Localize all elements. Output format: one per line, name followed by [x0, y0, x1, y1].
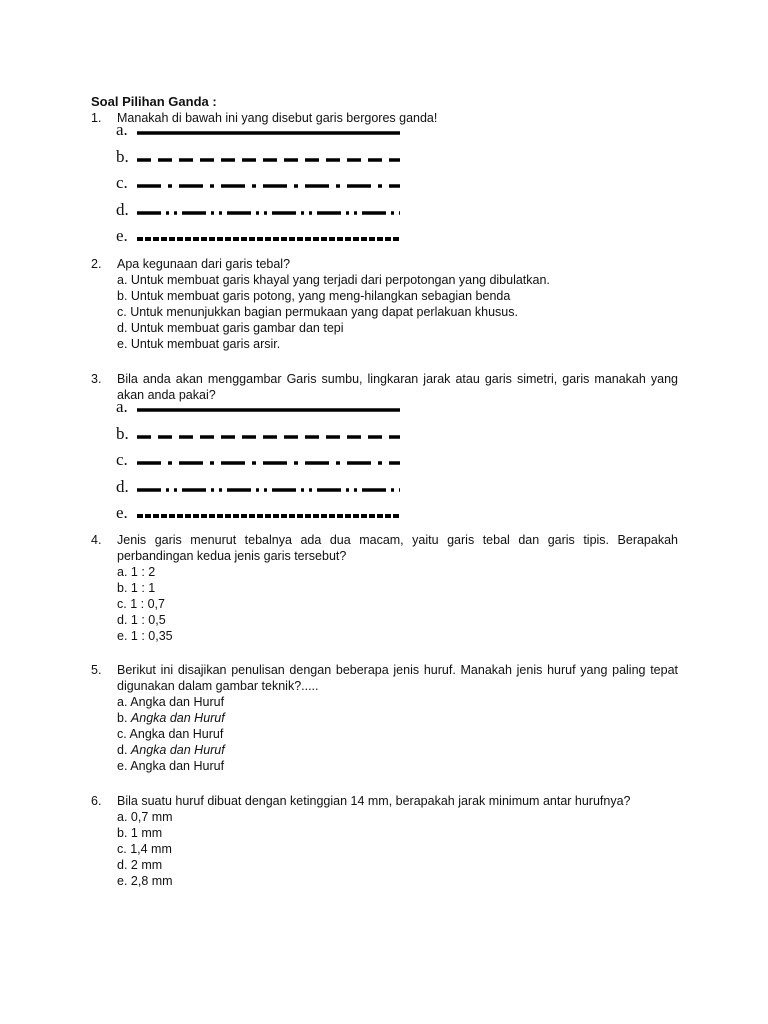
- worksheet-title: Soal Pilihan Ganda :: [91, 94, 217, 109]
- option-letter: c.: [117, 727, 127, 741]
- question-text: Jenis garis menurut tebalnya ada dua macam, yaitu garis tebal dan garis tipis. Berapakah perbandingan kedua jenis garis tersebut?: [117, 533, 678, 563]
- answer-option-d: d. Untuk membuat garis gambar dan tepi: [117, 321, 344, 335]
- answer-option-a: [117, 694, 678, 710]
- question-6: [91, 793, 678, 889]
- line-options-q3: [116, 396, 406, 529]
- option-text: Angka dan Huruf: [129, 727, 224, 741]
- dash-double-dot-line-icon: [136, 476, 402, 502]
- answer-option-e: e. 1 : 0,35: [117, 629, 173, 643]
- answer-option-c: c. 1 : 0,7: [117, 597, 165, 611]
- option-label: e.: [116, 503, 128, 522]
- option-label: c.: [116, 173, 128, 192]
- answer-option-c: c. 1,4 mm: [117, 842, 172, 856]
- line-option-b: [116, 423, 406, 450]
- dash-dot-line-icon: [136, 172, 402, 198]
- option-letter: d.: [117, 743, 128, 757]
- option-text: Angka dan Huruf: [130, 759, 225, 773]
- line-option-a: [116, 119, 406, 146]
- option-label: b.: [116, 146, 129, 166]
- question-number: 5.: [91, 663, 102, 677]
- dashed-line-icon: [136, 146, 402, 172]
- question-number: 2.: [91, 257, 102, 271]
- line-option-e: [116, 225, 406, 252]
- solid-thick-line-icon: [136, 396, 402, 422]
- answer-option-e: [117, 758, 678, 774]
- option-label: a.: [116, 120, 128, 139]
- option-letter: e.: [117, 759, 128, 773]
- question-4: [91, 532, 678, 644]
- answer-option-c: [117, 726, 678, 742]
- option-text: Angka dan Huruf: [130, 695, 225, 709]
- line-options-q1: [116, 119, 406, 252]
- solid-thick-line-icon: [136, 119, 402, 145]
- answer-option-d: d. 1 : 0,5: [117, 613, 166, 627]
- question-2: [91, 256, 678, 352]
- question-text: Apa kegunaan dari garis tebal?: [117, 257, 291, 271]
- line-option-e: [116, 502, 406, 529]
- dash-double-dot-line-icon: [136, 199, 402, 225]
- line-option-d: [116, 476, 406, 503]
- question-5: [91, 662, 678, 774]
- question-number: 3.: [91, 372, 102, 386]
- option-label: a.: [116, 397, 128, 416]
- answer-option-e: e. Untuk membuat garis arsir.: [117, 337, 281, 351]
- option-letter: a.: [117, 695, 128, 709]
- line-option-c: [116, 449, 406, 476]
- option-text-italic: Angka dan Huruf: [130, 711, 225, 725]
- dotted-line-icon: [136, 502, 402, 528]
- question-text: Berikut ini disajikan penulisan dengan beberapa jenis huruf. Manakah jenis huruf yang paling tepat digunakan dalam gambar teknik?.....: [117, 663, 678, 693]
- option-label: d.: [116, 476, 129, 496]
- answer-option-b: b. 1 mm: [117, 826, 163, 840]
- option-text-italic: Angka dan Huruf: [130, 743, 225, 757]
- line-option-c: [116, 172, 406, 199]
- question-number: 1.: [91, 111, 102, 125]
- option-label: d.: [116, 199, 129, 219]
- option-label: e.: [116, 226, 128, 245]
- question-number: 6.: [91, 794, 102, 808]
- answer-option-e: e. 2,8 mm: [117, 874, 173, 888]
- line-option-d: [116, 199, 406, 226]
- option-label: c.: [116, 450, 128, 469]
- line-option-a: [116, 396, 406, 423]
- answer-option-b: [117, 710, 678, 726]
- answer-option-b: b. 1 : 1: [117, 581, 156, 595]
- dotted-line-icon: [136, 225, 402, 251]
- answer-option-b: b. Untuk membuat garis potong, yang meng-hilangkan sebagian benda: [117, 289, 511, 303]
- answer-option-c: c. Untuk menunjukkan bagian permukaan yang dapat perlakuan khusus.: [117, 305, 518, 319]
- question-number: 4.: [91, 533, 102, 547]
- question-text: Manakah di bawah ini yang disebut garis bergores ganda!: [117, 111, 438, 125]
- line-option-b: [116, 146, 406, 173]
- answer-option-d: [117, 742, 678, 758]
- option-letter: b.: [117, 711, 128, 725]
- question-text: Bila suatu huruf dibuat dengan ketinggian 14 mm, berapakah jarak minimum antar hurufnya?: [117, 794, 631, 808]
- option-label: b.: [116, 423, 129, 443]
- answer-option-a: a. Untuk membuat garis khayal yang terjadi dari perpotongan yang dibulatkan.: [117, 273, 550, 287]
- dashed-line-icon: [136, 423, 402, 449]
- answer-option-a: a. 1 : 2: [117, 565, 156, 579]
- answer-option-d: d. 2 mm: [117, 858, 163, 872]
- dash-dot-line-icon: [136, 449, 402, 475]
- question-text: Bila anda akan menggambar Garis sumbu, lingkaran jarak atau garis simetri, garis manakah yang akan anda pakai?: [117, 372, 678, 402]
- answer-option-a: a. 0,7 mm: [117, 810, 173, 824]
